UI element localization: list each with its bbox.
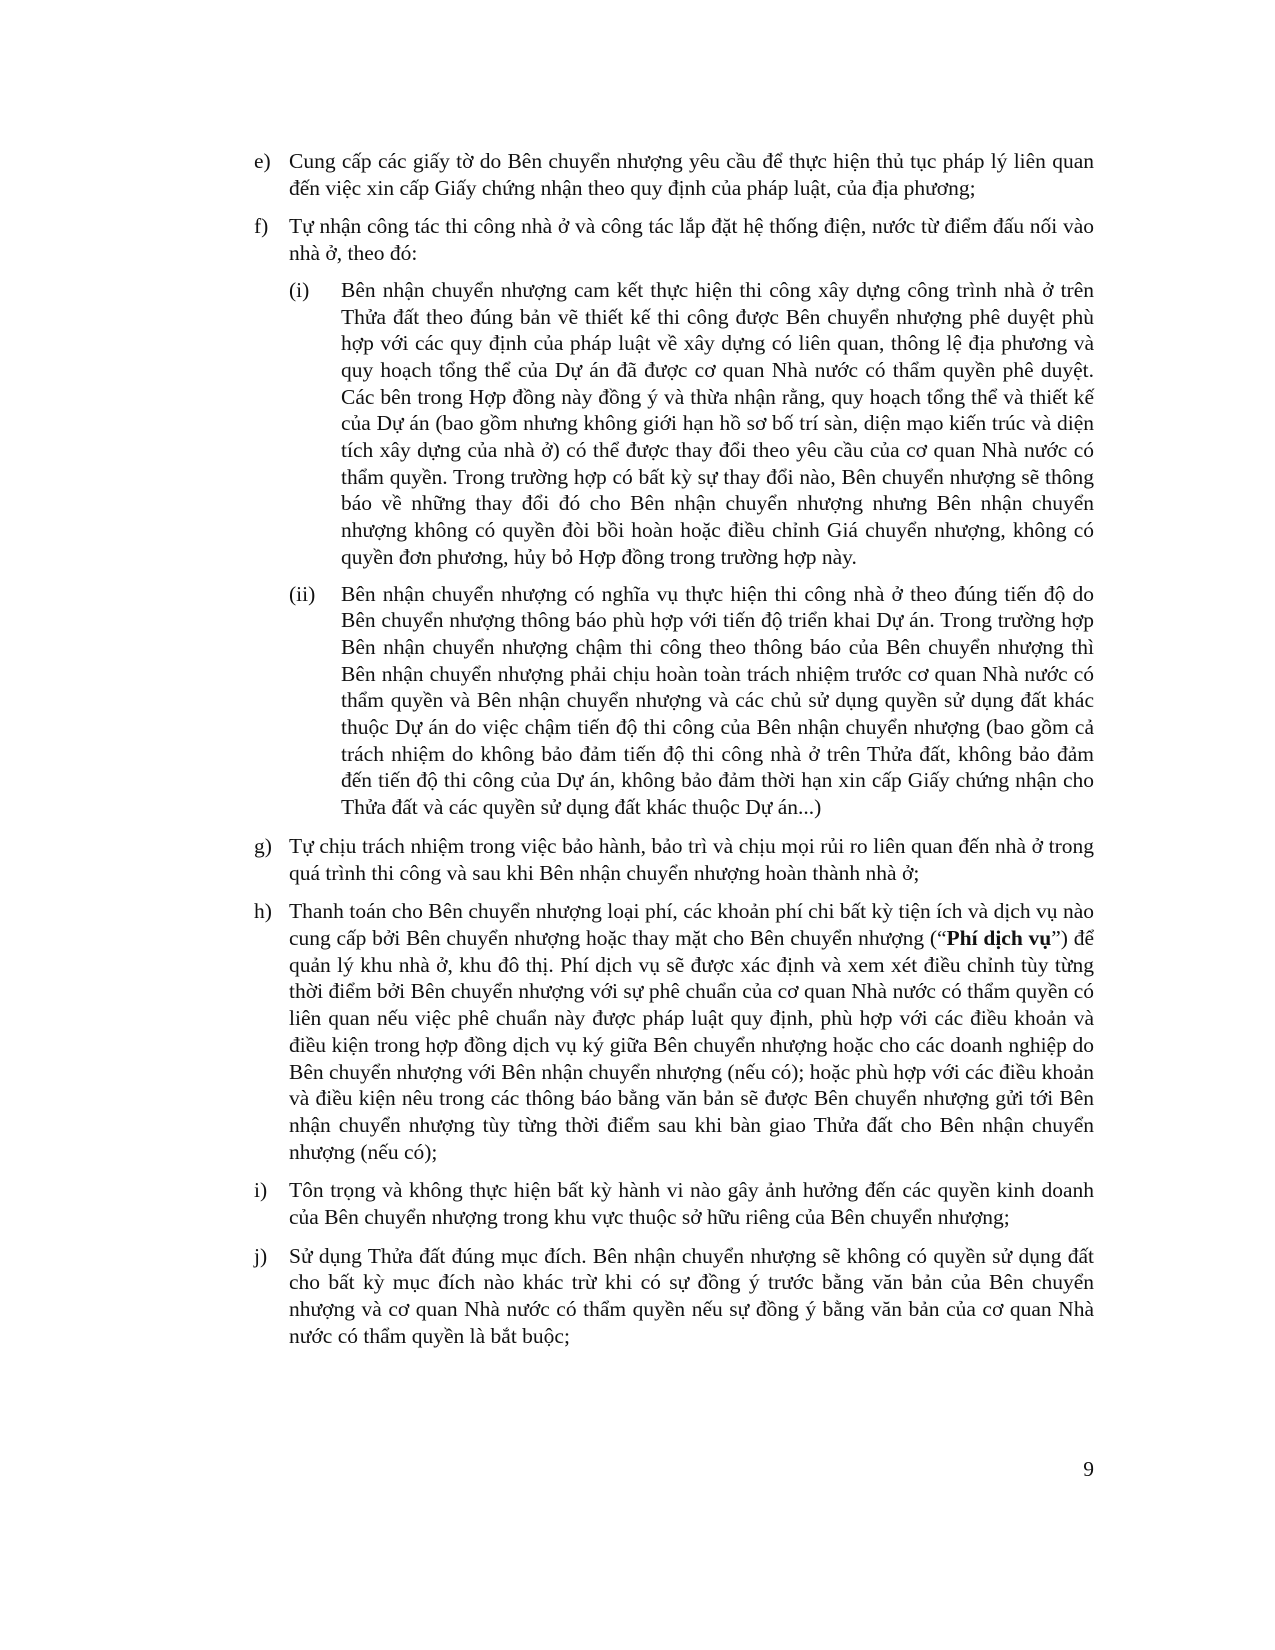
clause-text: Tự nhận công tác thi công nhà ở và công tác lắp đặt hệ thống điện, nước từ điểm đấu nối vào nhà ở, theo đó:: [289, 214, 1094, 266]
sub-clause-ii: [289, 581, 1094, 821]
clause-marker: e): [254, 149, 271, 173]
clause-marker: i): [254, 1178, 268, 1203]
sub-clause-marker: (ii): [289, 581, 316, 606]
clause-item-f: [254, 213, 1094, 820]
clause-item-g: [254, 833, 1094, 886]
clause-text-part: Thanh toán cho Bên chuyển nhượng loại phí, các khoản phí chi bất kỳ tiện ích và dịch vụ nào cung cấp bởi Bên chuyển nhượng hoặc thay mặt cho Bên chuyển nhượng (“: [289, 899, 1094, 950]
clause-marker: j): [254, 1243, 268, 1268]
page-number: 9: [1083, 1457, 1094, 1481]
sub-clause-i: [289, 277, 1094, 571]
clause-item-j: [254, 1243, 1094, 1350]
defined-term: Phí dịch vụ: [946, 925, 1052, 950]
clause-item-i: [254, 1177, 1094, 1230]
clause-text: Cung cấp các giấy tờ do Bên chuyển nhượng yêu cầu để thực hiện thủ tục pháp lý liên quan đến việc xin cấp Giấy chứng nhận theo quy định của pháp luật, của địa phương;: [289, 149, 1094, 200]
sub-clause-list: [289, 277, 1094, 821]
sub-clause-text: Bên nhận chuyển nhượng cam kết thực hiện thi công xây dựng công trình nhà ở trên Thửa đất theo đúng bản vẽ thiết kế thi công được Bên chuyển nhượng phê duyệt phù hợp với các quy định của pháp luật về xây dựng có liên quan, thông lệ địa phương và quy hoạch tổng thể của Dự án đã được cơ quan Nhà nước có thẩm quyền phê duyệt. Các bên trong Hợp đồng này đồng ý và thừa nhận rằng, quy hoạch tổng thể và thiết kế của Dự án (bao gồm nhưng không giới hạn hồ sơ bố trí sàn, diện mạo kiến trúc và diện tích xây dựng của nhà ở) có thể được thay đổi theo yêu cầu của cơ quan Nhà nước có thẩm quyền. Trong trường hợp có bất kỳ sự thay đổi nào, Bên chuyển nhượng sẽ thông báo về những thay đổi đó cho Bên nhận chuyển nhượng nhưng Bên nhận chuyển nhượng không có quyền đòi bồi hoàn hoặc điều chỉnh Giá chuyển nhượng, không có quyền đơn phương, hủy bỏ Hợp đồng trong trường hợp này.: [341, 277, 1094, 569]
clause-item-h: [254, 898, 1094, 1165]
clause-text: Tự chịu trách nhiệm trong việc bảo hành, bảo trì và chịu mọi rủi ro liên quan đến nhà ở trong quá trình thi công và sau khi Bên nhận chuyển nhượng hoàn thành nhà ở;: [289, 833, 1094, 885]
clause-body: [289, 213, 1094, 820]
clause-text: Tôn trọng và không thực hiện bất kỳ hành vi nào gây ảnh hưởng đến các quyền kinh doanh của Bên chuyển nhượng trong khu vực thuộc sở hữu riêng của Bên chuyển nhượng;: [289, 1178, 1094, 1230]
clause-marker: h): [254, 899, 272, 924]
clause-text: Sử dụng Thửa đất đúng mục đích. Bên nhận chuyển nhượng sẽ không có quyền sử dụng đất cho bất kỳ mục đích nào khác trừ khi có sự đồng ý trước bằng văn bản của Bên chuyển nhượng và cơ quan Nhà nước có thẩm quyền nếu sự đồng ý bằng văn bản của cơ quan Nhà nước có thẩm quyền là bắt buộc;: [289, 1243, 1094, 1348]
clause-marker: f): [254, 214, 269, 239]
clause-item-e: [254, 148, 1094, 201]
clause-marker: g): [254, 833, 272, 858]
clause-text-part: ”) để quản lý khu nhà ở, khu đô thị. Phí dịch vụ sẽ được xác định và xem xét điều chỉnh tùy từng thời điểm bởi Bên chuyển nhượng với sự phê chuẩn của cơ quan Nhà nước có thẩm quyền có liên quan nếu việc phê chuẩn này được pháp luật quy định, phù hợp với các điều khoản và điều kiện trong hợp đồng dịch vụ ký giữa Bên chuyển nhượng hoặc cho các doanh nghiệp do Bên chuyển nhượng với Bên nhận chuyển nhượng (nếu có); hoặc phù hợp với các điều khoản và điều kiện nêu trong các thông báo bằng văn bản sẽ được Bên chuyển nhượng gửi tới Bên nhận chuyển nhượng tùy từng thời điểm sau khi bàn giao Thửa đất cho Bên nhận chuyển nhượng (nếu có);: [289, 925, 1094, 1164]
clause-text: [289, 898, 1094, 1165]
clause-list: [254, 148, 1094, 1362]
sub-clause-text: Bên nhận chuyển nhượng có nghĩa vụ thực hiện thi công nhà ở theo đúng tiến độ do Bên chuyển nhượng thông báo phù hợp với tiến độ triển khai Dự án. Trong trường hợp Bên nhận chuyển nhượng chậm thi công theo thông báo của Bên chuyển nhượng thì Bên nhận chuyển nhượng phải chịu hoàn toàn trách nhiệm trước cơ quan Nhà nước có thẩm quyền và Bên nhận chuyển nhượng và các chủ sử dụng quyền sử dụng đất khác thuộc Dự án do việc chậm tiến độ thi công của Bên nhận chuyển nhượng (bao gồm cả trách nhiệm do không bảo đảm tiến độ thi công nhà ở trên Thửa đất, không bảo đảm đến tiến độ thi công của Dự án, không bảo đảm thời hạn xin cấp Giấy chứng nhận cho Thửa đất và các quyền sử dụng đất khác thuộc Dự án...): [341, 581, 1094, 820]
sub-clause-marker: (i): [289, 277, 310, 302]
